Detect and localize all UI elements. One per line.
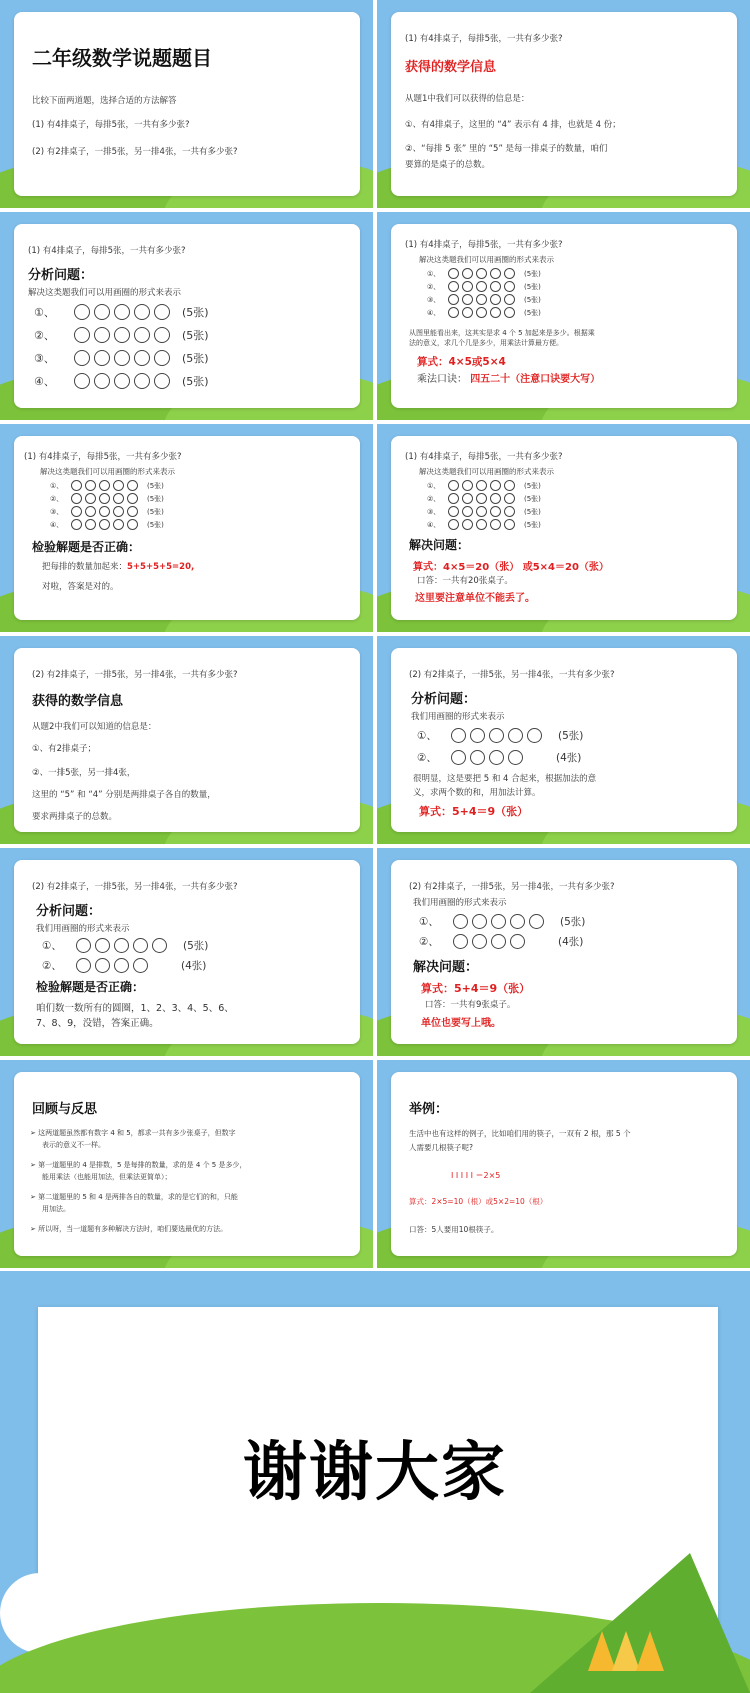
section-heading: 获得的数学信息 [32,694,124,709]
circle [490,506,501,517]
slide-12[interactable] [377,1060,750,1268]
explanation-line: 义，求两个数的和，用加法计算。 [413,788,541,798]
row-label: ②、 [427,282,441,291]
row-label: ②、 [50,494,64,503]
mnemonic: 四五二十（注意口诀要大写） [470,374,601,385]
circle [476,480,487,491]
circle [472,934,487,949]
circle [99,506,110,517]
circle [133,938,148,953]
slide-card [14,860,360,1044]
explanation-line: 很明显，这是要把 5 和 4 合起来，根据加法的意 [413,774,597,784]
explanation-line: 从图里能看出来，这其实是求 4 个 5 加起来是多少。根据乘 [409,329,595,337]
section-heading: 分析问题： [411,692,477,707]
row-count: (5张) [524,494,541,503]
row-label: ②、 [42,960,62,972]
check-sum: 5+5+5+5=20, [127,562,195,572]
row-count: (5张) [147,481,164,490]
circle [134,327,150,343]
circle-row [417,750,581,765]
circle [71,519,82,530]
circle [504,307,515,318]
circle [85,519,96,530]
circle [114,373,130,389]
row-label: ②、 [427,494,441,503]
circle [504,268,515,279]
bullet: ➢ 这两道题虽然都有数字 4 和 5，都求一共有多少张桌子，但数字 [30,1129,236,1137]
hint: 解决这类题我们可以用画圈的形式来表示 [28,288,182,298]
check-result: 对啦，答案是对的。 [42,582,119,592]
slide-7[interactable] [0,636,373,844]
bullet-cont: 能用乘法（也能用加法，但乘法更简单）； [42,1173,172,1181]
circle-row [427,307,541,318]
row-label: ③、 [34,352,55,365]
circle [114,327,130,343]
circle [490,268,501,279]
circle [462,268,473,279]
row-count: (5张) [524,481,541,490]
circle [448,493,459,504]
circle [490,281,501,292]
row-label: ②、 [34,329,55,342]
chopsticks-diagram: Ⅰ Ⅰ Ⅰ Ⅰ Ⅰ ＝2×5 [451,1171,501,1180]
circle [448,307,459,318]
slide-card [391,860,737,1044]
circle [133,958,148,973]
hint: 解决这类题我们可以用画圈的形式来表示 [419,255,554,264]
tree-icon [636,1631,664,1671]
row-label: ①、 [419,916,439,928]
circle [451,728,466,743]
circle [490,480,501,491]
circle [476,519,487,530]
slide-6[interactable] [377,424,750,632]
info-line: ①、有4排桌子，这里的 “4” 表示有 4 排，也就是 4 份； [405,120,621,130]
info-line: 从题2中我们可以知道的信息是： [32,722,157,732]
section-heading: 解决问题： [409,538,470,552]
circle [74,327,90,343]
row-count: (5张) [182,375,209,388]
mountain [530,1553,750,1693]
circle [71,493,82,504]
slide-card [391,12,737,196]
circle [510,934,525,949]
info-line: 要求两排桌子的总数。 [32,812,118,822]
slide-card [391,224,737,408]
row-count: (4张) [556,752,582,764]
circle-row [427,506,541,517]
row-label: ①、 [427,481,441,490]
row-count: (5张) [524,507,541,516]
circle-row [34,304,209,320]
question-2: (2) 有2排桌子，一排5张，另一排4张，一共有多少张? [32,147,238,157]
row-count: (4张) [181,960,207,972]
circle [529,914,544,929]
circle [114,350,130,366]
section-heading: 检验解题是否正确： [36,980,145,994]
section-heading: 回顾与反思 [32,1102,98,1117]
slide-card [14,648,360,832]
slide-9[interactable] [0,848,373,1056]
circle [134,350,150,366]
slide-card [391,436,737,620]
hint: 解决这类题我们可以用画圈的形式来表示 [40,467,175,476]
circle [508,728,523,743]
circle [448,506,459,517]
answer: 口答：一共有20张桌子。 [417,576,513,586]
row-count: (5张) [524,282,541,291]
circle [114,304,130,320]
circle [476,506,487,517]
circle [76,938,91,953]
hint: 我们用画圈的形式来表示 [36,924,130,934]
circle [134,373,150,389]
circle [113,519,124,530]
example-line: 人需要几根筷子呢? [409,1143,473,1152]
slide-card [14,436,360,620]
slide-5[interactable] [0,424,373,632]
circle [451,750,466,765]
circle [71,480,82,491]
circle [76,958,91,973]
info-line: ②、“每排 5 张” 里的 “5” 是每一排桌子的数量，咱们 [405,144,608,154]
row-count: (4张) [558,936,584,948]
section-heading: 举例： [409,1102,449,1117]
formula: 算式：5+4＝9（张） [421,982,531,995]
circle-row [50,480,164,491]
hint: 我们用画圈的形式来表示 [413,898,507,908]
question: (2) 有2排桌子，一排5张，另一排4张，一共有多少张? [32,670,238,680]
question: (1) 有4排桌子，每排5张，一共有多少张? [28,246,186,256]
circle [127,506,138,517]
circle-row [50,493,164,504]
formula: 算式：5+4＝9（张） [419,805,529,818]
circle-row [427,268,541,279]
row-label: ①、 [417,730,437,742]
bullet: ➢ 第一道题里的 4 是排数，5 是每排的数量，求的是 4 个 5 是多少， [30,1161,247,1169]
circle [94,327,110,343]
circle [504,480,515,491]
note: 这里要注意单位不能丢了。 [415,593,535,604]
bullet-cont: 表示的意义不一样。 [42,1141,105,1149]
row-count: (5张) [182,352,209,365]
circle [95,938,110,953]
circle [504,294,515,305]
circle [154,373,170,389]
circle-row [34,350,209,366]
info-line: 要算的是桌子的总数。 [405,160,491,170]
circle [71,506,82,517]
circle [504,493,515,504]
row-label: ④、 [427,308,441,317]
row-count: (5张) [524,295,541,304]
slide-10[interactable] [377,848,750,1056]
circle-row [34,373,209,389]
question: (1) 有4排桌子，每排5张，一共有多少张? [405,452,563,462]
row-label: ③、 [427,507,441,516]
circle-row [419,934,583,949]
circle [462,281,473,292]
circle-row [50,519,164,530]
row-label: ①、 [427,269,441,278]
circle [99,493,110,504]
row-count: (5张) [147,494,164,503]
circle-row [42,958,206,973]
circle-row [419,914,585,929]
slide-card [14,224,360,408]
row-label: ③、 [50,507,64,516]
circle [448,281,459,292]
slide-thanks[interactable] [0,1271,750,1693]
circle-row [50,506,164,517]
circle [490,493,501,504]
section-heading: 获得的数学信息 [405,60,497,75]
info-line: 这里的 “5” 和 “4” 分别是两排桌子各自的数量， [32,790,216,800]
info-line: ②、一排5张，另一排4张， [32,768,136,778]
circle [127,519,138,530]
slide-card [14,12,360,196]
explanation-line: 咱们数一数所有的圆圈，1、2、3、4、5、6、 [36,1003,234,1014]
circle [99,519,110,530]
circle [453,914,468,929]
question: (2) 有2排桌子，一排5张，另一排4张，一共有多少张? [32,882,238,892]
formula: 算式：2×5=10（根）或5×2=10（根） [409,1197,548,1206]
row-label: ①、 [50,481,64,490]
circle [134,304,150,320]
slide-card [14,1072,360,1256]
question: (1) 有4排桌子，每排5张，一共有多少张? [24,452,182,462]
bullet-cont: 用加法。 [42,1205,70,1213]
example-line: 生活中也有这样的例子，比如咱们用的筷子，一双有 2 根，那 5 个 [409,1129,631,1138]
info-line: 从题1中我们可以获得的信息是： [405,94,530,104]
circle [489,728,504,743]
circle-row [427,519,541,530]
circle [94,350,110,366]
circle [476,307,487,318]
circle [113,493,124,504]
explanation-line: 7、8、9，没错，答案正确。 [36,1018,159,1029]
circle-row [34,327,209,343]
circle [504,506,515,517]
circle [114,958,129,973]
row-count: (5张) [147,507,164,516]
row-count: (5张) [558,730,584,742]
circle [448,268,459,279]
circle [510,914,525,929]
circle-row [427,480,541,491]
circle [472,914,487,929]
circle [491,934,506,949]
circle-row [42,938,208,953]
circle [476,281,487,292]
circle [85,480,96,491]
row-count: (5张) [524,269,541,278]
circle [448,519,459,530]
circle [127,480,138,491]
section-heading: 分析问题： [28,268,94,283]
circle [74,304,90,320]
explanation-line: 法的意义，求几个几是多少，用乘法计算最方便。 [409,339,563,347]
circle [127,493,138,504]
circle [462,493,473,504]
circle-row [427,281,541,292]
circle [74,350,90,366]
circle [114,938,129,953]
circle [94,304,110,320]
row-count: (5张) [524,520,541,529]
circle [113,480,124,491]
circle [448,480,459,491]
circle-row [427,493,541,504]
row-count: (5张) [524,308,541,317]
page-title: 二年级数学说题题目 [32,46,212,70]
hint: 解决这类题我们可以用画圈的形式来表示 [419,467,554,476]
row-label: ④、 [34,375,55,388]
circle [462,480,473,491]
circle [95,958,110,973]
slide-2[interactable] [377,0,750,208]
circle [470,750,485,765]
row-count: (5张) [183,940,209,952]
mnemonic-label: 乘法口诀： [417,374,467,385]
row-count: (5张) [560,916,586,928]
circle [476,493,487,504]
circle [154,327,170,343]
row-label: ②、 [419,936,439,948]
circle [74,373,90,389]
row-label: ④、 [427,520,441,529]
row-count: (5张) [182,306,209,319]
circle [152,938,167,953]
intro-text: 比较下面两道题，选择合适的方法解答 [32,96,177,106]
circle [154,304,170,320]
question-1: (1) 有4排桌子，每排5张，一共有多少张? [32,120,190,130]
bullet: ➢ 第二道题里的 5 和 4 是两排各自的数量，求的是它们的和，只能 [30,1193,238,1201]
question: (1) 有4排桌子，每排5张，一共有多少张? [405,34,563,44]
row-label: ①、 [34,306,55,319]
circle [462,307,473,318]
circle [154,350,170,366]
circle [462,294,473,305]
circle [462,519,473,530]
check-line [42,560,194,572]
circle [448,294,459,305]
circle [99,480,110,491]
slide-card [391,648,737,832]
slide-4[interactable] [377,212,750,420]
circle [470,728,485,743]
check-text: 把每排的数量加起来： [42,562,128,572]
row-count: (5张) [147,520,164,529]
formula: 算式：4×5＝20（张） 或5×4＝20（张） [413,562,609,573]
circle [462,506,473,517]
slide-3[interactable] [0,212,373,420]
circle [491,914,506,929]
row-count: (5张) [182,329,209,342]
circle [490,307,501,318]
section-heading: 解决问题： [413,960,479,975]
circle [113,506,124,517]
section-heading: 检验解题是否正确： [32,540,141,554]
slide-11[interactable] [0,1060,373,1268]
circle [453,934,468,949]
row-label: ①、 [42,940,62,952]
circle-row [417,728,583,743]
mnemonic-line [417,370,600,385]
circle [490,519,501,530]
thanks-heading: 谢谢大家 [243,1436,507,1510]
slide-8[interactable] [377,636,750,844]
circle [504,519,515,530]
circle [476,268,487,279]
question: (1) 有4排桌子，每排5张，一共有多少张? [405,240,563,250]
formula: 算式：4×5或5×4 [417,356,506,368]
circle [94,373,110,389]
hint: 我们用画圈的形式来表示 [411,712,505,722]
section-heading: 分析问题： [36,904,102,919]
circle [490,294,501,305]
question: (2) 有2排桌子，一排5张，另一排4张，一共有多少张? [409,670,615,680]
row-label: ④、 [50,520,64,529]
info-line: ①、有2排桌子； [32,744,97,754]
note: 单位也要写上哦。 [421,1018,501,1029]
circle [489,750,504,765]
circle [85,493,96,504]
answer: 口答：5人要用10根筷子。 [409,1225,499,1234]
slide-1[interactable] [0,0,373,208]
circle [504,281,515,292]
circle [508,750,523,765]
circle [527,728,542,743]
bullet: ➢ 所以呀，当一道题有多种解决方法时，咱们要选最优的方法。 [30,1225,228,1233]
circle [476,294,487,305]
answer: 口答：一共有9张桌子。 [425,1000,516,1010]
circle-row [427,294,541,305]
circle [85,506,96,517]
row-label: ②、 [417,752,437,764]
question: (2) 有2排桌子，一排5张，另一排4张，一共有多少张? [409,882,615,892]
row-label: ③、 [427,295,441,304]
slide-card [391,1072,737,1256]
